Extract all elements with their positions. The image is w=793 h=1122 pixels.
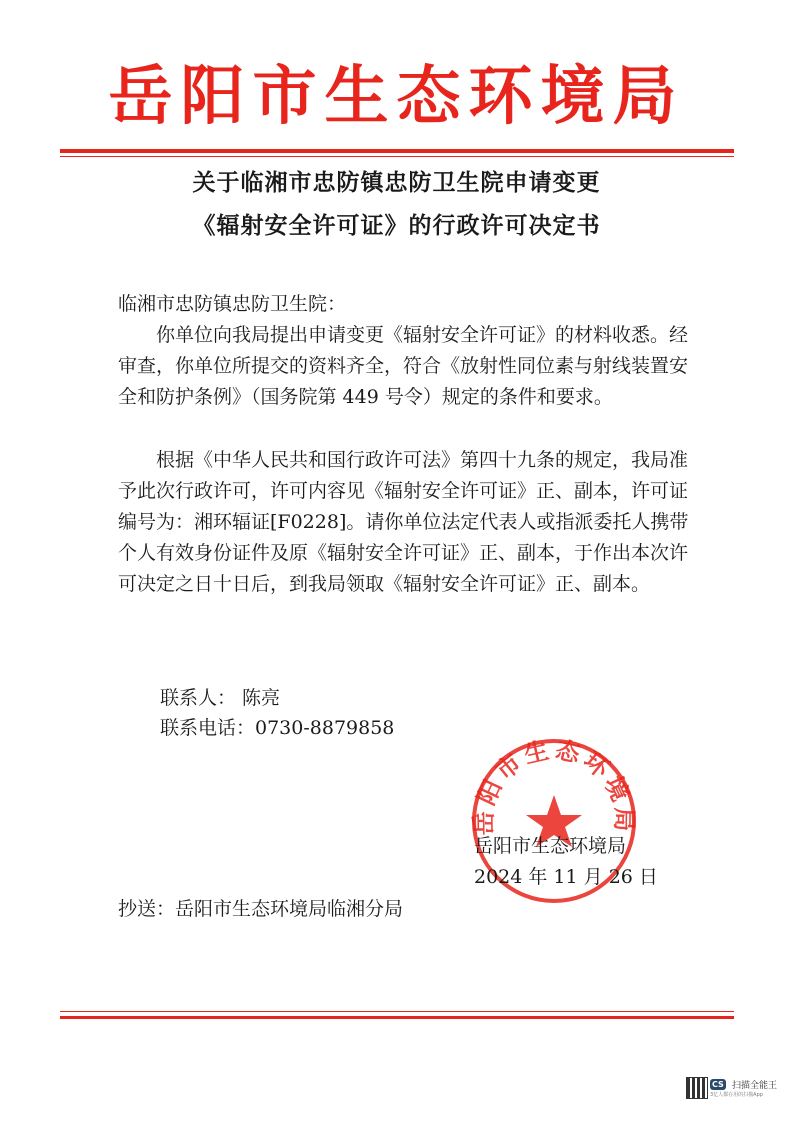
masthead-org-name: 岳阳市生态环境局 (108, 59, 685, 134)
camscanner-logo: CS (712, 1080, 724, 1089)
scanner-watermark (686, 1075, 786, 1115)
signature-org: 岳阳市生态环境局 (474, 835, 627, 857)
body-paragraph-2: 根据《中华人民共和国行政许可法》第四十九条的规定，我局准予此次行政许可，许可内容见《辐射安全许可证》正、副本，许可证编号为：湘环辐证[F0228]。请你单位法定代表人或指派委托人携带个人有效身份证件及原《辐射安全许可证》正、副本，于作出本次许可决定之日十日后，到我局领取《辐射安全许可证》正、副本。 (118, 449, 689, 595)
addressee: 临湘市忠防镇忠防卫生院： (118, 293, 347, 315)
document-title-line2: 《辐射安全许可证》的行政许可决定书 (192, 213, 601, 239)
footer-red-rule-thick (60, 1016, 734, 1019)
seal-text: 岳阳市生态环境局 (469, 735, 639, 836)
signature-date: 2024 年 11 月 26 日 (474, 866, 658, 888)
contact-phone: 联系电话：0730-8879858 (160, 717, 395, 739)
contact-person: 联系人： 陈亮 (160, 687, 281, 709)
body-paragraph-1: 你单位向我局提出申请变更《辐射安全许可证》的材料收悉。经审查，你单位所提交的资料齐全，符合《放射性同位素与射线装置安全和防护条例》（国务院第 449 号令）规定的条件和要求。 (118, 324, 689, 408)
scanner-app-name: 扫描全能王 (732, 1081, 778, 1091)
cc-line: 抄送：岳阳市生态环境局临湘分局 (118, 898, 404, 920)
document-title-line1: 关于临湘市忠防镇忠防卫生院申请变更 (192, 170, 601, 196)
qr-code-icon (686, 1077, 708, 1099)
footer-red-rule-thin (60, 1011, 734, 1012)
header-red-rule-thin (60, 156, 734, 157)
header-red-rule-thick (60, 149, 734, 153)
scanner-app-subtitle: 3亿人都在用的扫描App (710, 1092, 763, 1098)
